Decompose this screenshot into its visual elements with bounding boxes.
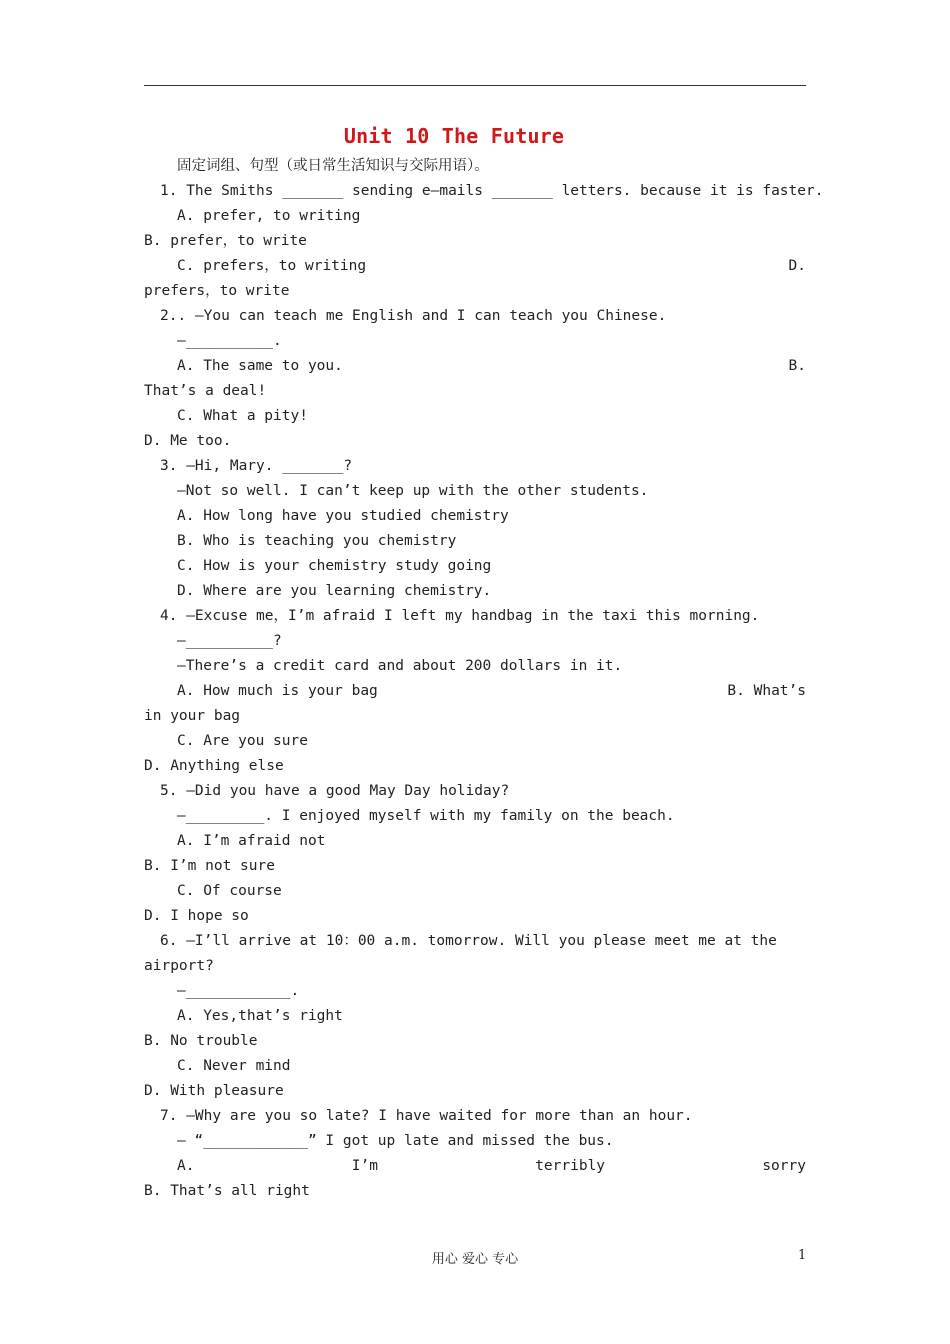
question-2-option-b: That’s a deal! (144, 383, 267, 399)
question-7-option-a-part: I’m (351, 1158, 378, 1174)
question-2-option-a-row (144, 354, 806, 379)
question-5-stem: 5. —Did you have a good May Day holiday? (160, 783, 510, 799)
header-rule (144, 85, 806, 86)
question-2-option-c: C. What a pity! (177, 408, 308, 424)
question-3-option-a: A. How long have you studied chemistry (177, 508, 509, 524)
page-number: 1 (798, 1248, 807, 1263)
question-1-option-b: B. prefer，to write (144, 233, 307, 249)
question-7-blank: — “____________” I got up late and missed the bus. (177, 1133, 614, 1149)
question-7-stem: 7. —Why are you so late? I have waited for more than an hour. (160, 1108, 693, 1124)
question-6-option-b: B. No trouble (144, 1033, 258, 1049)
question-4-blank: —__________? (177, 633, 282, 649)
question-6-stem: 6. —I’ll arrive at 10：00 a.m. tomorrow. Will you please meet me at the (160, 933, 777, 949)
question-1-stem: 1. The Smiths _______ sending e—mails _______ letters. because it is faster. (160, 183, 824, 199)
question-6-stem-continued: airport? (144, 958, 214, 974)
question-6-option-d: D. With pleasure (144, 1083, 284, 1099)
question-5-option-c: C. Of course (177, 883, 282, 899)
question-1-option-c-row (144, 254, 806, 279)
question-7-option-a-part: A. (177, 1158, 195, 1174)
question-5-option-b: B. I’m not sure (144, 858, 275, 874)
question-1-option-a: A. prefer, to writing (177, 208, 361, 224)
question-5-option-d: D. I hope so (144, 908, 249, 924)
question-4-option-a: A. How much is your bag (177, 683, 378, 699)
question-3-option-d: D. Where are you learning chemistry. (177, 583, 492, 599)
question-2-stem: 2.. —You can teach me English and I can teach you Chinese. (160, 308, 667, 324)
question-4-option-a-row (144, 679, 806, 704)
question-2-option-d: D. Me too. (144, 433, 232, 449)
question-5-option-a: A. I’m afraid not (177, 833, 326, 849)
question-6-blank: —____________. (177, 983, 300, 999)
question-2-option-a: A. The same to you. (177, 358, 343, 374)
question-3-option-c: C. How is your chemistry study going (177, 558, 492, 574)
question-7-option-a-part: terribly (535, 1158, 606, 1174)
question-7-option-a-part: sorry (762, 1158, 806, 1174)
question-7-option-a-row (144, 1154, 806, 1179)
question-4-option-b-label: B. What’s (727, 683, 806, 699)
page-title: Unit 10 The Future (343, 124, 565, 148)
intro-text: 固定词组、句型（或日常生活知识与交际用语）。 (177, 158, 489, 174)
question-3-reply: —Not so well. I can’t keep up with the other students. (177, 483, 649, 499)
question-2-blank: —__________. (177, 333, 282, 349)
question-6-option-a: A. Yes,that’s right (177, 1008, 343, 1024)
question-1-option-d-label: D. (788, 258, 806, 274)
question-4-reply: —There’s a credit card and about 200 dollars in it. (177, 658, 623, 674)
question-4-stem: 4. —Excuse me，I’m afraid I left my handbag in the taxi this morning. (160, 608, 760, 624)
question-1-option-c: C. prefers，to writing (177, 258, 367, 274)
page-footer: 用心 爱心 专心 (431, 1252, 519, 1267)
question-4-option-c: C. Are you sure (177, 733, 308, 749)
question-1-option-d: prefers，to write (144, 283, 290, 299)
question-3-option-b: B. Who is teaching you chemistry (177, 533, 457, 549)
question-4-option-b: in your bag (144, 708, 241, 724)
question-7-option-b: B. That’s all right (144, 1183, 310, 1199)
question-6-option-c: C. Never mind (177, 1058, 291, 1074)
question-4-option-d: D. Anything else (144, 758, 284, 774)
question-2-option-b-label: B. (788, 358, 806, 374)
question-3-stem: 3. —Hi, Mary. _______? (160, 458, 353, 474)
question-5-blank: —_________. I enjoyed myself with my family on the beach. (177, 808, 675, 824)
